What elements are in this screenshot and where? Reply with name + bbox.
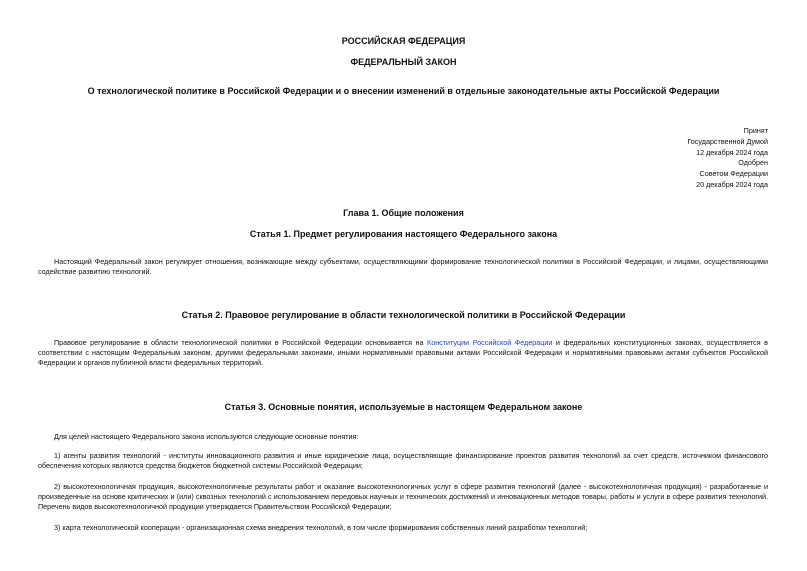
article-2-text-end: и федеральных конституционных законах, осуществляется в соответствии с настоящим Федеральным законом, другими федеральными законами, иными нормативными правовыми актами Российской Федерации и нормативными правовыми актами субъектов Российской Федерации и органов публичной власти федеральных территорий.	[38, 338, 768, 368]
approval-date: 20 декабря 2024 года	[696, 179, 768, 189]
article-1-heading: Статья 1. Предмет регулирования настоящего Федерального закона	[249, 229, 558, 239]
approval-line: Одобрен	[738, 158, 768, 168]
chapter-heading: Глава 1. Общие положения	[343, 208, 464, 218]
article-2-heading: Статья 2. Правовое регулирование в области технологической политики в Российской Федерации	[181, 310, 626, 320]
adoption-date: 12 декабря 2024 года	[696, 147, 768, 157]
adoption-block	[648, 126, 768, 191]
article-2-paragraph	[38, 338, 768, 369]
definition-item-3: 3) карта технологической кооперации - организационная схема внедрения технологий, в том числе формирования собственных линий разработки технологий;	[54, 523, 588, 532]
article-3-intro: Для целей настоящего Федерального закона используются следующие основные понятия:	[54, 432, 359, 441]
approval-line: Советом Федерации	[699, 169, 768, 179]
country-heading: РОССИЙСКАЯ ФЕДЕРАЦИЯ	[341, 36, 466, 46]
article-3-heading: Статья 3. Основные понятия, используемые в настоящем Федеральном законе	[224, 402, 583, 412]
article-2-text-start: Правовое регулирование в области технологической политики в Российской Федерации основывается на	[54, 338, 428, 347]
definition-item-2: 2) высокотехнологичная продукция, высокотехнологичные результаты работ и оказание высокотехнологичных услуг в сфере развития технологий (далее - высокотехнологичная продукция) - разработанные и произведенные на основе критических и (или) сквозных технологий с использованием передовых научных и технических достижений и инновационных методов товары, работы и услуги в сфере развития технологий. Перечень видов высокотехнологичной продукции утверждается Правительством Российской Федерации;	[38, 482, 768, 512]
law-title: О технологической политике в Российской Федерации и о внесении изменений в отдельные законодательные акты Российской Федерации	[87, 86, 720, 96]
article-1-paragraph: Настоящий Федеральный закон регулирует отношения, возникающие между субъектами, осуществляющими формирование технологической политики в Российской Федерации, и лицами, осуществляющими содействие развитию технологий.	[38, 257, 768, 277]
law-type-heading: ФЕДЕРАЛЬНЫЙ ЗАКОН	[350, 57, 457, 67]
constitution-link[interactable]: Конституции Российской Федерации	[427, 338, 553, 347]
adoption-line: Принят	[743, 126, 768, 135]
definition-item-1: 1) агенты развития технологий - институты инновационного развития и иные юридические лица, осуществляющие финансирование проектов развития технологий за счет средств, источником финансового обеспечения которых являются средства бюджетов бюджетной системы Российской Федерации;	[38, 451, 768, 471]
adoption-line: Государственной Думой	[687, 136, 768, 146]
